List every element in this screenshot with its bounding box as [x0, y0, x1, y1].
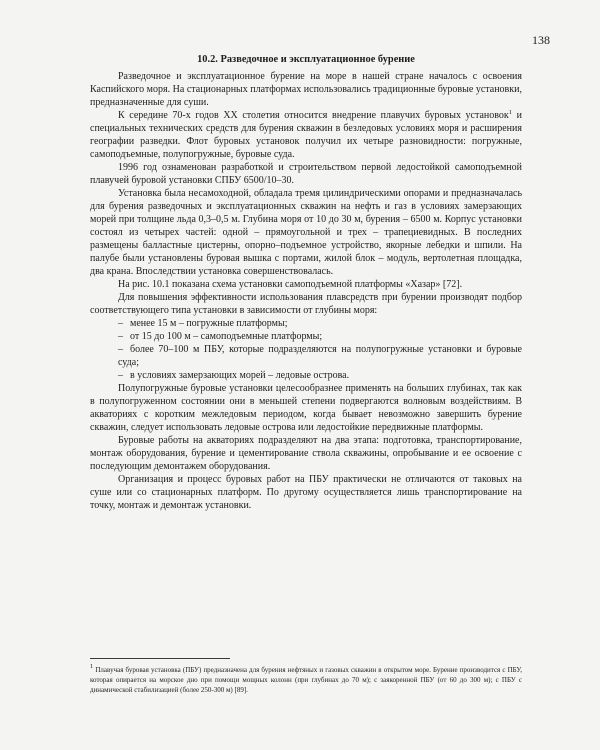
list-dash: –: [118, 370, 123, 381]
paragraph-text: К середине 70-х годов XX столетия относится внедрение плавучих буровых установок: [118, 110, 509, 121]
paragraph: Установка была несамоходной, обладала тремя цилиндрическими опорами и предназначалась для бурения разведочных и эксплуатационных скважин на нефть и газ в условиях замерзающих морей при толщине льда 0,3–0,5 м. Глубина моря от 10 до 30 м, бурения – 6500 м. Корпус установки состоял из четырех частей: одной – прямоугольной и трех – трапециевидных. В последних размещены балластные цистерны, опорно–подъемное устройство, якорные лебедки и шпили. На палубе были установлены буровая вышка с портами, жилой блок – модуль, вертолетная площадка, два крана. Впоследствии установка совершенствовалась.: [90, 188, 522, 277]
list-item: [118, 317, 522, 330]
list-item-text: от 15 до 100 м – самоподъемные платформы;: [130, 331, 323, 342]
list-dash: –: [118, 331, 123, 342]
paragraph-text: и специальных технических средств для бурения скважин в безледовых условиях моря и расширения географии разведки. Флот буровых установок получил их четыре разновидности: погружные, самоподъемные, полупогружные, буровые суда.: [90, 110, 522, 160]
footnote: [90, 665, 522, 695]
list-item-text: в условиях замерзающих морей – ледовые острова.: [130, 370, 350, 381]
paragraph: На рис. 10.1 показана схема установки самоподъемной платформы «Хазар» [72].: [118, 279, 463, 290]
paragraph: Полупогружные буровые установки целесообразнее применять на больших глубинах, так как в полупогруженном состоянии они в меньшей степени подвергаются волновым воздействиям. В акваториях с коротким межледовым периодом, когда бывает невозможно завершить бурение скважин, следует использовать ледовые острова или ледостойкие передвижные платформы.: [90, 383, 522, 433]
footnote-text: Плавучая буровая установка (ПБУ) предназначена для бурения нефтяных и газовых скважин в открытом море. Бурение производится с ПБУ, которая опирается на морское дно при помощи мощных колонн (при глубинах до 70 м); с заякоренной ПБУ (от 60 до 300 м); с ПБУ с динамической стабилизацией (более 250-300 м) [89].: [90, 666, 522, 694]
paragraph: Разведочное и эксплуатационное бурение на море в нашей стране началось с освоения Каспийского моря. На стационарных платформах использовались традиционные буровые установки, предназначенные для суши.: [90, 71, 522, 108]
paragraph: 1996 год ознаменован разработкой и строительством первой ледостойкой самоподъемной плавучей буровой установки СПБУ 6500/10–30.: [90, 162, 522, 186]
body-text: [90, 70, 522, 512]
footnote-paragraph: [90, 665, 522, 695]
paragraph: Для повышения эффективности использования плавсредств при бурении производят подбор соответствующего типа установки в зависимости от глубины моря:: [90, 292, 522, 316]
paragraph: Организация и процесс буровых работ на ПБУ практически не отличаются от таковых на суше или со стационарных платформ. По другому осуществляется лишь транспортирование на точку, монтаж и демонтаж установки.: [90, 474, 522, 511]
list-dash: –: [118, 318, 123, 329]
list-item-text: менее 15 м – погружные платформы;: [130, 318, 288, 329]
list-item: [118, 343, 522, 369]
paragraph: [90, 109, 522, 161]
list-item: [118, 369, 522, 382]
footnote-ref: 1: [508, 109, 513, 116]
footnote-mark: 1: [90, 663, 94, 670]
list-item-text: более 70–100 м ПБУ, которые подразделяются на полупогружные установки и буровые суда;: [118, 344, 522, 368]
depth-list: [90, 317, 522, 382]
list-item: [118, 330, 522, 343]
page-number: 138: [532, 33, 550, 47]
section-heading: 10.2. Разведочное и эксплуатационное бурение: [197, 54, 415, 65]
list-dash: –: [118, 344, 123, 355]
paragraph: Буровые работы на акваториях подразделяют на два этапа: подготовка, транспортирование, монтаж оборудования, бурение и цементирование ствола скважины, опробывание и ее освоение с последующим демонтажем оборудования.: [90, 435, 522, 472]
footnote-divider: [90, 658, 230, 659]
